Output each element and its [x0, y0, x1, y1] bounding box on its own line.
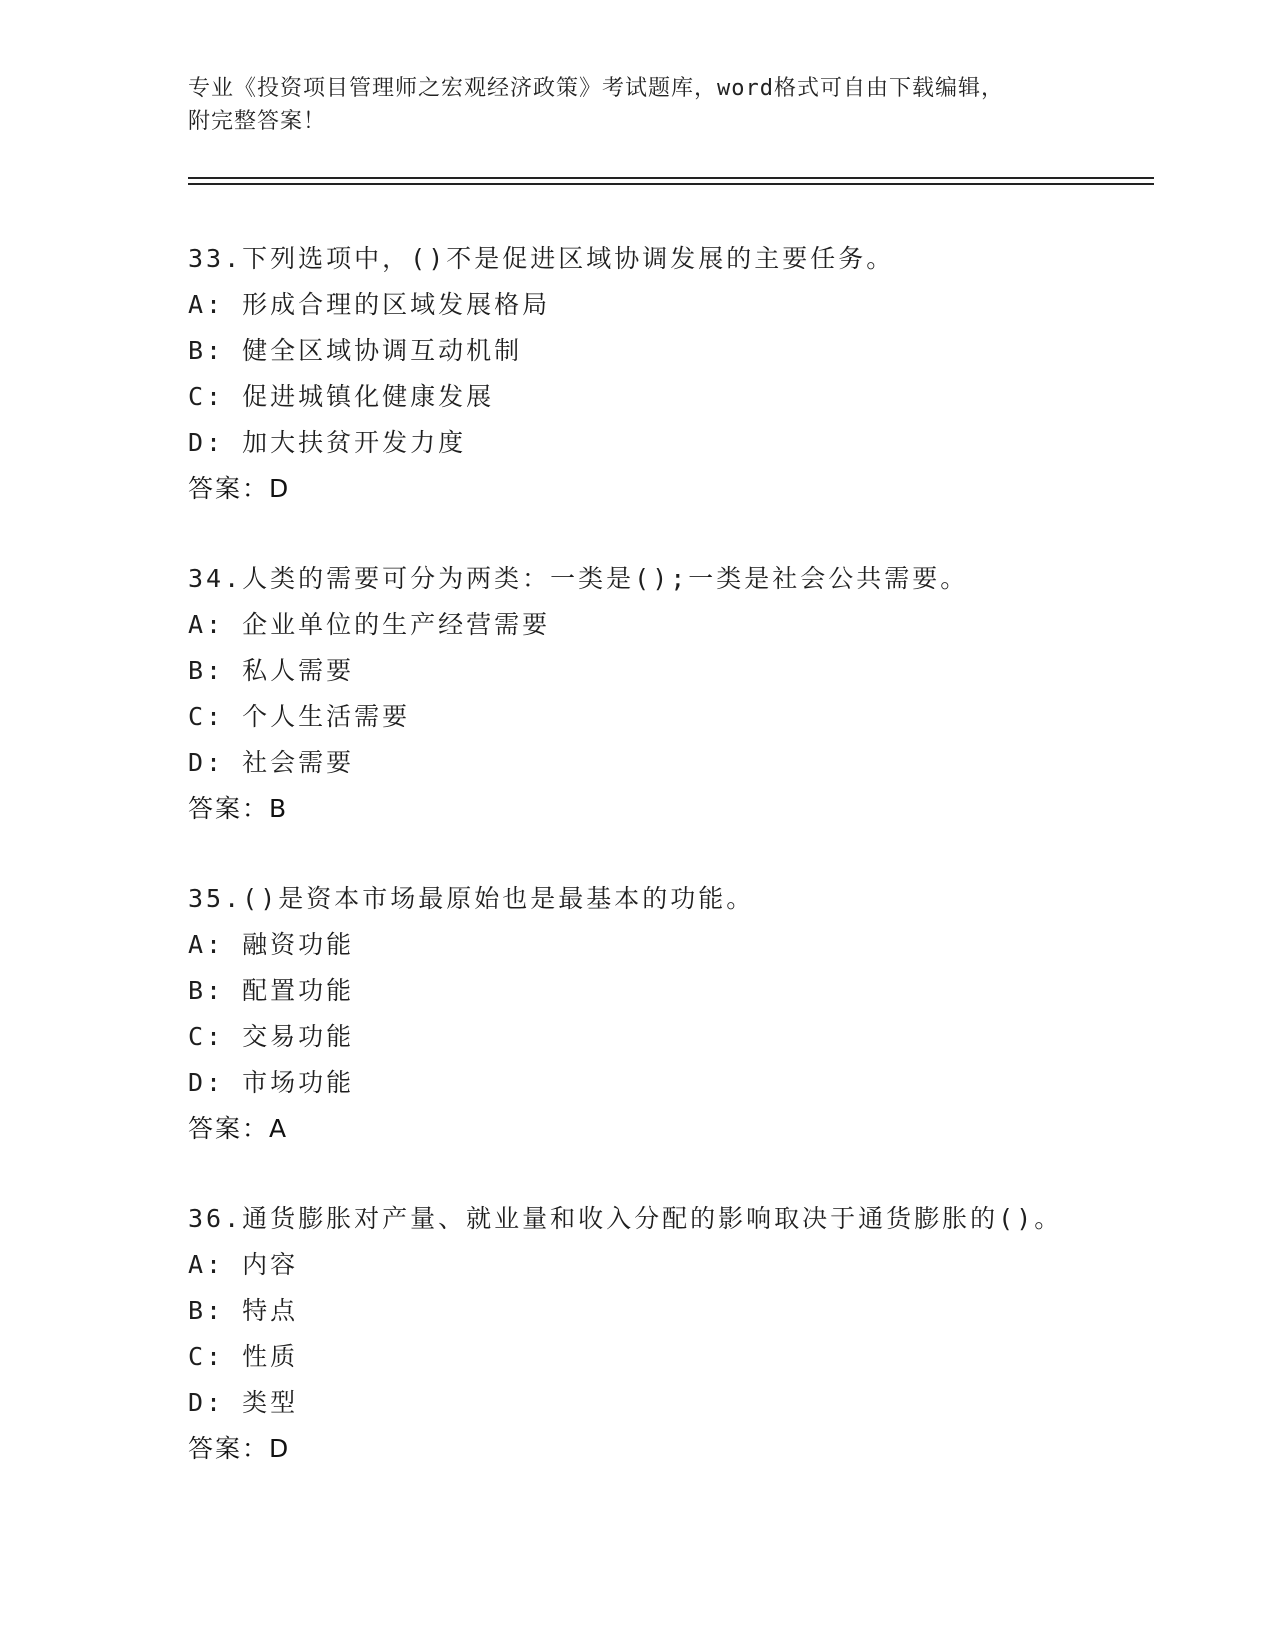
option-c: C: 促进城镇化健康发展 — [188, 382, 495, 411]
option-a: A: 内容 — [188, 1250, 299, 1279]
question-34 — [188, 556, 1148, 876]
option-a: A: 企业单位的生产经营需要 — [188, 610, 551, 639]
question-list — [188, 236, 1148, 1516]
option-b: B: 私人需要 — [188, 656, 355, 685]
question-35 — [188, 876, 1148, 1196]
option-c: C: 个人生活需要 — [188, 702, 411, 731]
question-stem: 36.通货膨胀对产量、就业量和收入分配的影响取决于通货膨胀的()。 — [188, 1204, 1063, 1233]
answer-line: 答案：A — [188, 1114, 289, 1143]
option-c: C: 性质 — [188, 1342, 299, 1371]
option-b: B: 健全区域协调互动机制 — [188, 336, 523, 365]
header-divider-top — [188, 177, 1154, 179]
answer-line: 答案：B — [188, 794, 289, 823]
option-d: D: 加大扶贫开发力度 — [188, 428, 467, 457]
option-a: A: 融资功能 — [188, 930, 355, 959]
option-b: B: 特点 — [188, 1296, 299, 1325]
option-d: D: 社会需要 — [188, 748, 355, 777]
question-36 — [188, 1196, 1148, 1516]
option-d: D: 市场功能 — [188, 1068, 355, 1097]
question-stem: 34.人类的需要可分为两类：一类是();一类是社会公共需要。 — [188, 564, 969, 593]
document-header — [188, 72, 1068, 138]
answer-line: 答案：D — [188, 1434, 291, 1463]
header-line-2: 附完整答案！ — [188, 109, 327, 134]
question-stem: 35.()是资本市场最原始也是最基本的功能。 — [188, 884, 755, 913]
question-stem: 33.下列选项中，()不是促进区域协调发展的主要任务。 — [188, 244, 895, 273]
option-d: D: 类型 — [188, 1388, 299, 1417]
option-a: A: 形成合理的区域发展格局 — [188, 290, 551, 319]
header-divider-bottom — [188, 183, 1154, 185]
answer-line: 答案：D — [188, 474, 291, 503]
option-c: C: 交易功能 — [188, 1022, 355, 1051]
option-b: B: 配置功能 — [188, 976, 355, 1005]
header-line-1: 专业《投资项目管理师之宏观经济政策》考试题库，word格式可自由下载编辑， — [188, 76, 1004, 101]
question-33 — [188, 236, 1148, 556]
